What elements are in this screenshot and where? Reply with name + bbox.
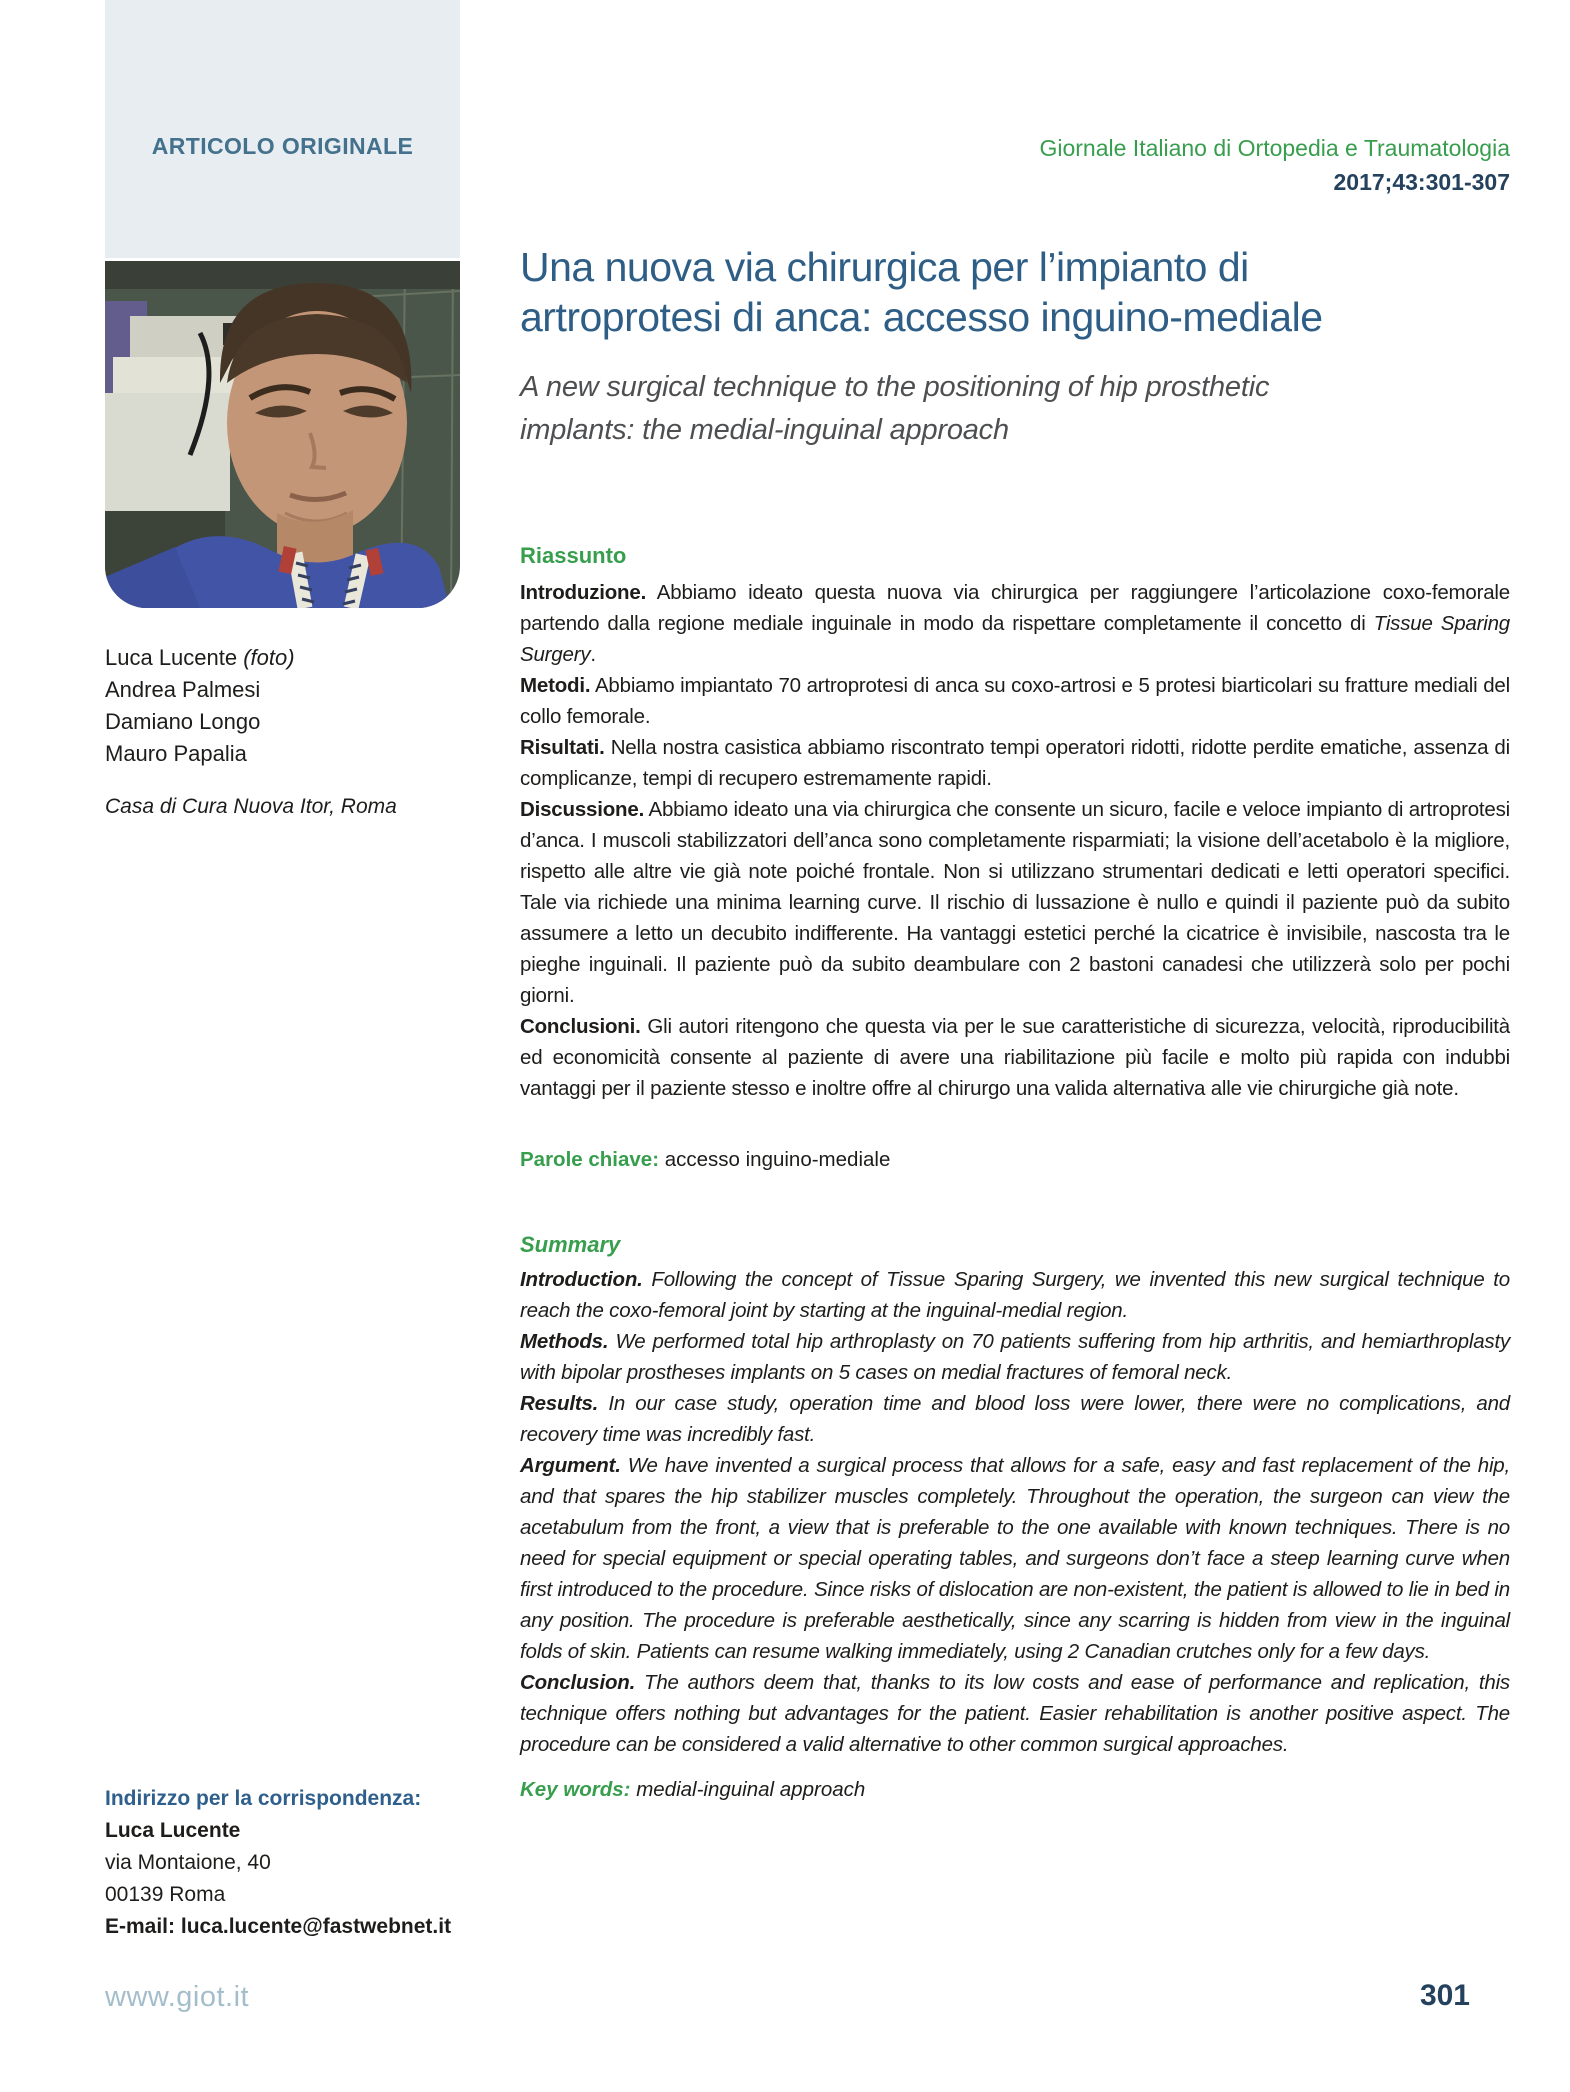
- author-photo: [105, 261, 460, 608]
- correspondence-address-line: via Montaione, 40: [105, 1851, 271, 1874]
- paragraph-text: Abbiamo ideato una via chirurgica che consente un sicuro, facile e veloce impianto di artroprotesi d’anca. I muscoli stabilizzatori dell’anca sono completamente risparmiati; la visione dell’acetabolo è la migliore, rispetto alle altre vie già note poiché frontale. Non si utilizzano strumentari dedicati e letti operatori specifici. Tale via richiede una minima learning curve. Il rischio di lussazione è nullo e quindi il paziente può da subito assumere a letto un decubito indifferente. Ha vantaggi estetici perché la cicatrice è invisibile, nascosta tra le pieghe inguinali. Il paziente può da subito deambulare con 2 bastoni canadesi che utilizzerà solo per pochi giorni.: [520, 798, 1510, 1007]
- page-number: 301: [1419, 1979, 1470, 2012]
- article-category-label: ARTICOLO ORIGINALE: [151, 132, 414, 159]
- paragraph-label: Conclusion.: [520, 1671, 636, 1694]
- author-photo-note: (foto): [243, 645, 295, 670]
- paragraph-text: In our case study, operation time and blood loss were lower, there were no complications, and recovery time was incredibly fast.: [520, 1392, 1510, 1446]
- paragraph-text: We have invented a surgical process that allows for a safe, easy and fast replacement of the hip, and that spares the hip stabilizer muscles completely. Throughout the operation, the surgeon can view the acetabulum from the front, a view that is preferable to the one available with known techniques. There is no need for special equipment or special operating tables, and surgeons don’t face a steep learning curve when first introduced to the procedure. Since risks of dislocation are non-existent, the patient is allowed to lie in bed in any position. The procedure is preferable aesthetically, since any scarring is hidden from view in the inguinal folds of skin. Patients can resume walking immediately, using 2 Canadian crutches only for a few days.: [520, 1454, 1510, 1663]
- summary-paragraph: [520, 1450, 1510, 1667]
- paragraph-label: Methods.: [520, 1330, 609, 1353]
- paragraph-text: Nella nostra casistica abbiamo riscontrato tempi operatori ridotti, ridotte perdite ematiche, assenza di complicanze, tempi di recupero estremamente rapidi.: [520, 736, 1510, 790]
- left-sidebar: [105, 0, 460, 2092]
- article-title-italian: Una nuova via chirurgica per l’impianto di artroprotesi di anca: accesso inguino-mediale: [520, 244, 1323, 340]
- author-name: Andrea Palmesi: [105, 677, 261, 702]
- website-url: www.giot.it: [105, 1981, 250, 2013]
- journal-name: Giornale Italiano di Ortopedia e Traumatologia: [1039, 135, 1510, 161]
- paragraph-label: Introduction.: [520, 1268, 643, 1291]
- summary-body: [520, 1264, 1510, 1760]
- paragraph-label: Results.: [520, 1392, 599, 1415]
- paragraph-text: Abbiamo impiantato 70 artroprotesi di anca su coxo-artrosi e 5 protesi biarticolari su fratture mediali del collo femorale.: [520, 674, 1510, 728]
- correspondence-block: [105, 1783, 460, 1943]
- riassunto-paragraph: [520, 1011, 1510, 1104]
- summary-paragraph: [520, 1667, 1510, 1760]
- parole-chiave-label: Parole chiave:: [520, 1148, 660, 1171]
- parole-chiave-line: [520, 1144, 1510, 1175]
- correspondence-name: Luca Lucente: [105, 1819, 241, 1842]
- riassunto-paragraph: [520, 670, 1510, 732]
- correspondence-address-line: 00139 Roma: [105, 1883, 226, 1906]
- paragraph-text: We performed total hip arthroplasty on 70 patients suffering from hip arthritis, and hemiarthroplasty with bipolar prostheses implants on 5 cases on medial fractures of femoral neck.: [520, 1330, 1510, 1384]
- parole-chiave-value: accesso inguino-mediale: [664, 1148, 891, 1171]
- paragraph-label: Discussione.: [520, 798, 645, 821]
- key-words-label: Key words:: [520, 1778, 631, 1801]
- summary-paragraph: [520, 1264, 1510, 1326]
- correspondence-email: [105, 1911, 460, 1943]
- summary-paragraph: [520, 1388, 1510, 1450]
- paragraph-label: Risultati.: [520, 736, 605, 759]
- riassunto-paragraph: [520, 732, 1510, 794]
- paragraph-label: Argument.: [520, 1454, 621, 1477]
- paragraph-text: The authors deem that, thanks to its low costs and ease of performance and replication, this technique offers nothing but advantages for the patient. Easier rehabilitation is another positive aspect. The procedure can be considered a valid alternative to other common surgical approaches.: [520, 1671, 1510, 1756]
- paragraph-label: Introduzione.: [520, 581, 647, 604]
- key-words-value: medial-inguinal approach: [636, 1778, 866, 1801]
- paragraph-text: .: [590, 643, 596, 666]
- paragraph-italic-phrase: Tissue Sparing Surgery: [520, 612, 1510, 666]
- riassunto-heading: Riassunto: [520, 543, 627, 568]
- author-line: [105, 642, 460, 674]
- article-category-box: [105, 0, 460, 258]
- author-name: Luca Lucente: [105, 645, 238, 670]
- paragraph-label: Metodi.: [520, 674, 591, 697]
- article-title-english: A new surgical technique to the positioning of hip prosthetic implants: the medial-inguinal approach: [520, 371, 1270, 446]
- author-name: Damiano Longo: [105, 709, 261, 734]
- riassunto-paragraph: [520, 794, 1510, 1011]
- key-words-line: [520, 1774, 1510, 1805]
- author-line: [105, 674, 460, 706]
- email-label: E-mail:: [105, 1915, 176, 1938]
- author-list: [105, 642, 460, 770]
- journal-citation: 2017;43:301-307: [1333, 169, 1510, 195]
- paragraph-text: Following the concept of Tissue Sparing Surgery, we invented this new surgical technique to reach the coxo-femoral joint by starting at the inguinal-medial region.: [520, 1268, 1510, 1322]
- affiliation: Casa di Cura Nuova Itor, Roma: [105, 795, 397, 818]
- main-content: [520, 0, 1510, 1805]
- author-name: Mauro Papalia: [105, 741, 247, 766]
- paragraph-text: Gli autori ritengono che questa via per le sue caratteristiche di sicurezza, velocità, riproducibilità ed economicità consente al paziente di avere una riabilitazione più facile e molto più rapida con indubbi vantaggi per il paziente stesso e inoltre offre al chirurgo una valida alternativa alle vie chirurgiche già note.: [520, 1015, 1511, 1100]
- author-line: [105, 706, 460, 738]
- paragraph-label: Conclusioni.: [520, 1015, 641, 1038]
- summary-paragraph: [520, 1326, 1510, 1388]
- author-photo-image: [105, 261, 460, 608]
- summary-heading: Summary: [520, 1232, 621, 1257]
- email-address: luca.lucente@fastwebnet.it: [180, 1915, 452, 1938]
- riassunto-paragraph: [520, 577, 1510, 670]
- correspondence-heading: Indirizzo per la corrispondenza:: [105, 1787, 422, 1810]
- riassunto-body: [520, 577, 1510, 1104]
- author-line: [105, 738, 460, 770]
- paragraph-text: Abbiamo ideato questa nuova via chirurgica per raggiungere l’articolazione coxo-femorale partendo dalla regione mediale inguinale in modo da rispettare completamente il concetto di: [520, 581, 1510, 635]
